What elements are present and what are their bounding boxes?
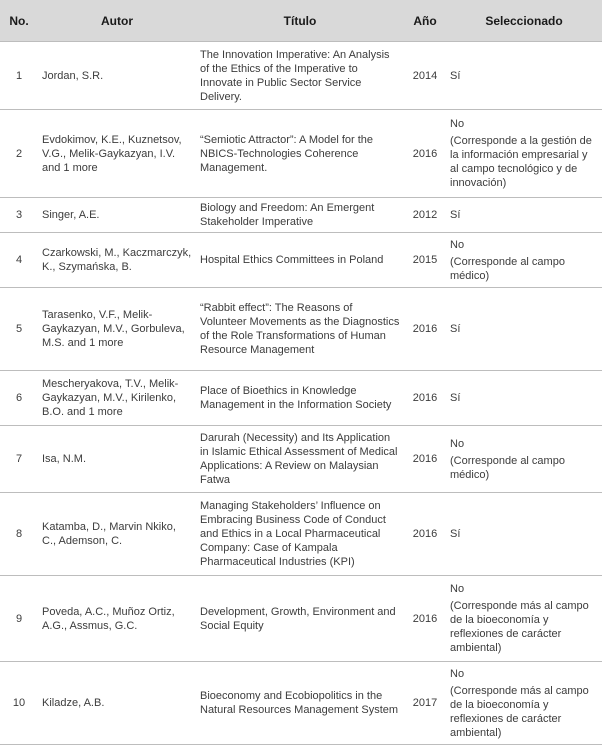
selection-status: No — [450, 667, 465, 680]
table-row — [0, 42, 602, 110]
header-row — [0, 0, 602, 42]
table-row — [0, 288, 602, 371]
selection-note: (Corresponde al campo médico) — [450, 454, 565, 481]
cell-seleccionado — [446, 198, 602, 233]
cell-no: 3 — [0, 198, 38, 233]
selection-status: No — [450, 238, 465, 251]
table-row — [0, 426, 602, 493]
cell-titulo: “Rabbit effect”: The Reasons of Volunteer Movements as the Diagnostics of the Role Transformations of Human Resource Management — [196, 288, 404, 371]
selection-status: No — [450, 437, 465, 450]
cell-autor: Singer, A.E. — [38, 198, 196, 233]
cell-titulo: “Semiotic Attractor”: A Model for the NBICS-Technologies Coherence Management. — [196, 110, 404, 198]
cell-no: 7 — [0, 426, 38, 493]
table-row — [0, 576, 602, 662]
table-row — [0, 371, 602, 426]
cell-no: 8 — [0, 493, 38, 576]
cell-autor: Mescheryakova, T.V., Melik-Gaykazyan, M.V., Kirilenko, B.O. and 1 more — [38, 371, 196, 426]
cell-anio: 2017 — [404, 662, 446, 745]
cell-anio: 2016 — [404, 288, 446, 371]
header-autor: Autor — [38, 0, 196, 42]
cell-no: 5 — [0, 288, 38, 371]
selection-status: No — [450, 583, 465, 595]
table-row — [0, 662, 602, 745]
cell-autor: Tarasenko, V.F., Melik-Gaykazyan, M.V., Gorbuleva, M.S. and 1 more — [38, 288, 196, 371]
cell-no: 4 — [0, 233, 38, 288]
cell-no: 1 — [0, 42, 38, 110]
selection-status: Sí — [450, 69, 461, 82]
cell-titulo: The Innovation Imperative: An Analysis of the Ethics of the Imperative to Innovate in Public Sector Service Delivery. — [196, 42, 404, 110]
cell-anio: 2016 — [404, 110, 446, 198]
table-row — [0, 493, 602, 576]
selection-status: Sí — [450, 528, 461, 540]
cell-autor: Katamba, D., Marvin Nkiko, C., Ademson, C. — [38, 493, 196, 576]
header-no: No. — [0, 0, 38, 42]
cell-autor: Isa, N.M. — [38, 426, 196, 493]
table-row — [0, 233, 602, 288]
cell-no: 6 — [0, 371, 38, 426]
cell-titulo: Hospital Ethics Committees in Poland — [196, 233, 404, 288]
cell-seleccionado — [446, 110, 602, 198]
selection-status: No — [450, 118, 465, 130]
cell-seleccionado — [446, 288, 602, 371]
cell-no: 10 — [0, 662, 38, 745]
cell-anio: 2015 — [404, 233, 446, 288]
cell-anio: 2014 — [404, 42, 446, 110]
selection-status: Sí — [450, 392, 461, 404]
cell-titulo: Development, Growth, Environment and Social Equity — [196, 576, 404, 662]
cell-anio: 2016 — [404, 493, 446, 576]
cell-no: 2 — [0, 110, 38, 198]
cell-seleccionado — [446, 576, 602, 662]
cell-anio: 2016 — [404, 426, 446, 493]
cell-titulo: Bioeconomy and Ecobiopolitics in the Natural Resources Management System — [196, 662, 404, 745]
table-row — [0, 110, 602, 198]
selection-status: Sí — [450, 209, 461, 221]
header-titulo: Título — [196, 0, 404, 42]
cell-seleccionado — [446, 493, 602, 576]
cell-seleccionado — [446, 42, 602, 110]
cell-no: 9 — [0, 576, 38, 662]
header-anio: Año — [404, 0, 446, 42]
selection-note: (Corresponde más al campo de la bioeconomía y reflexiones de carácter ambiental) — [450, 600, 589, 654]
cell-autor: Evdokimov, K.E., Kuznetsov, V.G., Melik-Gaykazyan, I.V. and 1 more — [38, 110, 196, 198]
cell-seleccionado — [446, 371, 602, 426]
selection-note: (Corresponde a la gestión de la información empresarial y al campo tecnológico y de innovación) — [450, 135, 592, 189]
cell-autor: Czarkowski, M., Kaczmarczyk, K., Szymańska, B. — [38, 233, 196, 288]
cell-seleccionado — [446, 233, 602, 288]
cell-anio: 2016 — [404, 371, 446, 426]
cell-anio: 2016 — [404, 576, 446, 662]
table-row — [0, 198, 602, 233]
cell-anio: 2012 — [404, 198, 446, 233]
cell-titulo: Biology and Freedom: An Emergent Stakeholder Imperative — [196, 198, 404, 233]
cell-autor: Jordan, S.R. — [38, 42, 196, 110]
cell-seleccionado — [446, 662, 602, 745]
cell-titulo: Managing Stakeholders’ Influence on Embracing Business Code of Conduct and Ethics in a Local Pharmaceutical Company: Case of Kampala Pharmaceutical Industries (KPI) — [196, 493, 404, 576]
header-seleccionado: Seleccionado — [446, 0, 602, 42]
cell-titulo: Darurah (Necessity) and Its Application in Islamic Ethical Assessment of Medical Applications: A Review on Malaysian Fatwa — [196, 426, 404, 493]
cell-autor: Poveda, A.C., Muñoz Ortiz, A.G., Assmus, G.C. — [38, 576, 196, 662]
selection-status: Sí — [450, 323, 461, 335]
selection-note: (Corresponde más al campo de la bioeconomía y reflexiones de carácter ambiental) — [450, 684, 589, 739]
cell-titulo: Place of Bioethics in Knowledge Management in the Information Society — [196, 371, 404, 426]
selection-note: (Corresponde al campo médico) — [450, 255, 565, 282]
cell-autor: Kiladze, A.B. — [38, 662, 196, 745]
cell-seleccionado — [446, 426, 602, 493]
